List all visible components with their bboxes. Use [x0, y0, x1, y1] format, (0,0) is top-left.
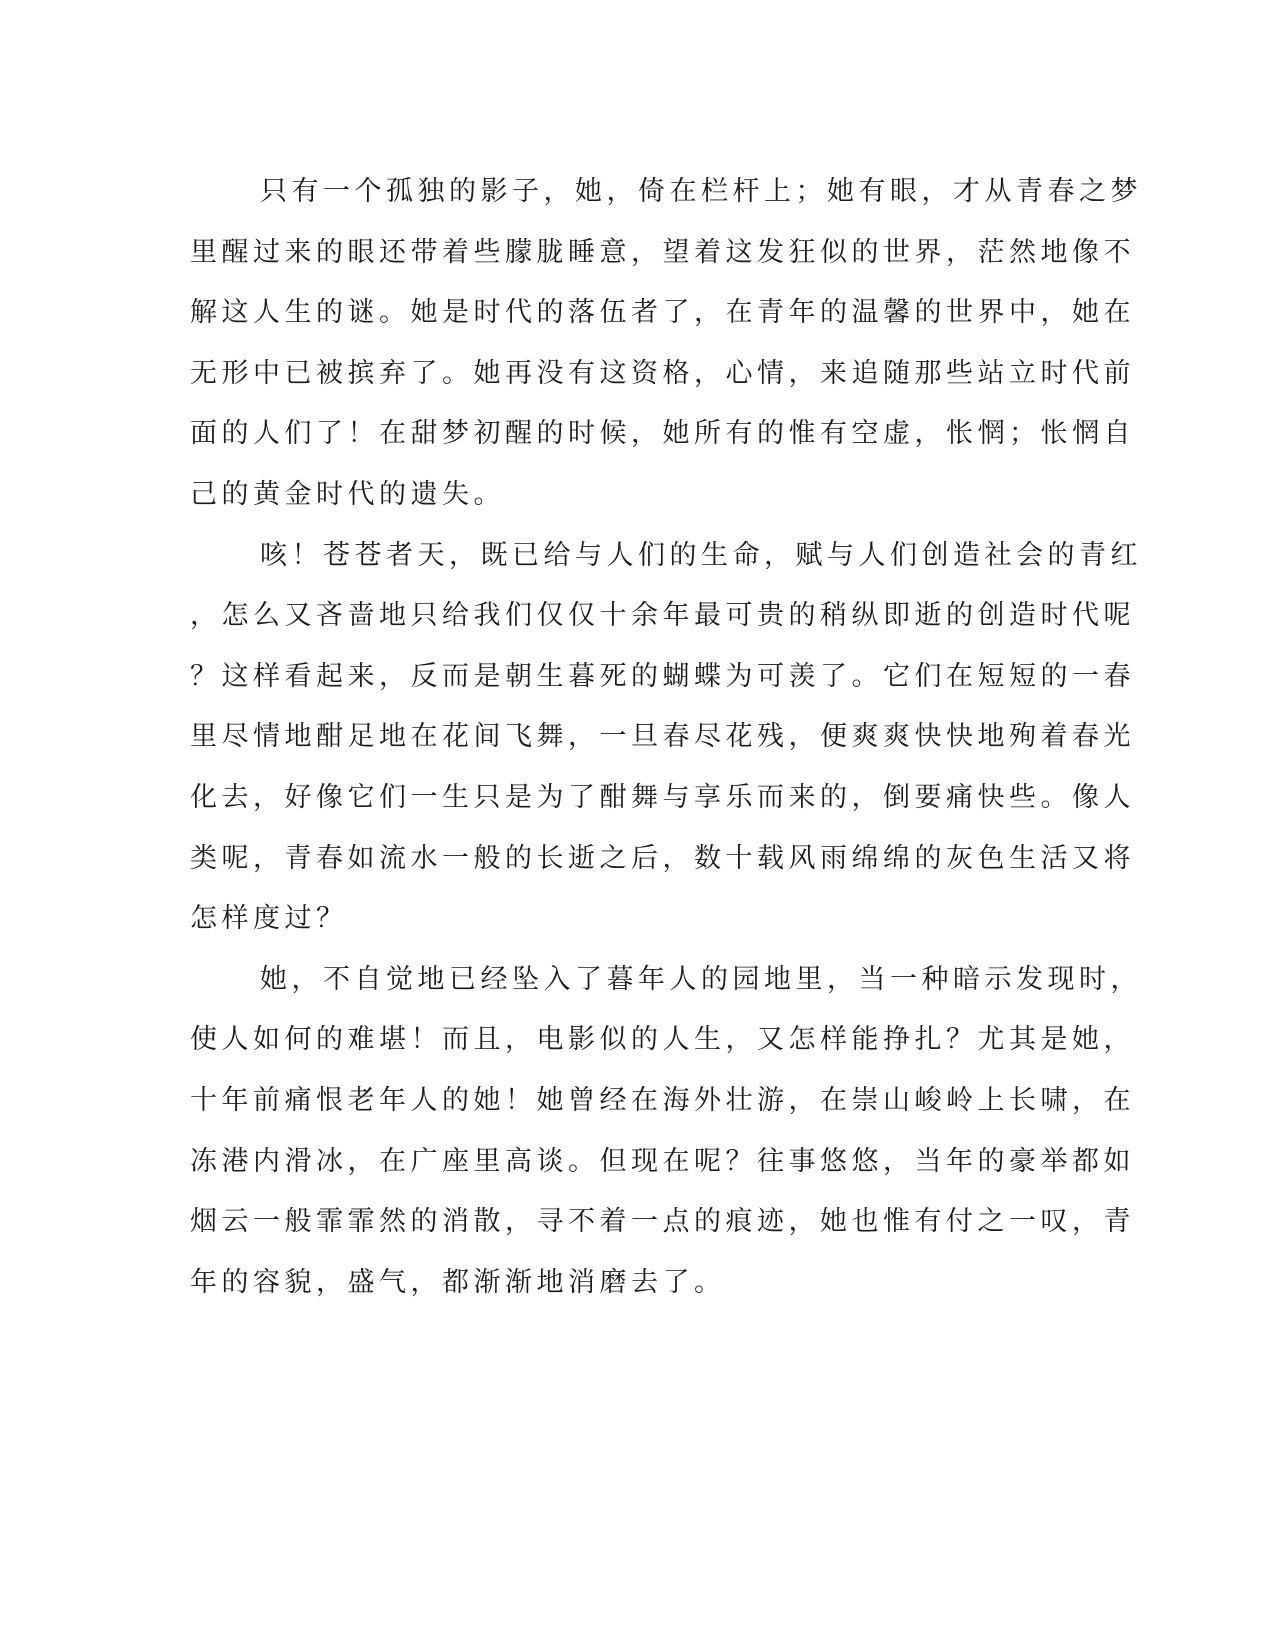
paragraph-line: 己的黄金时代的遗失。: [190, 478, 505, 510]
paragraph-line: 冻港内滑冰，在广座里高谈。但现在呢？往事悠悠，当年的豪举都如: [190, 1145, 1135, 1177]
paragraph-line: 年的容貌，盛气，都渐渐地消磨去了。: [190, 1266, 726, 1298]
body-text: [190, 162, 1142, 1313]
paragraph-3: [190, 950, 1142, 1314]
paragraph-line: 只有一个孤独的影子，她，倚在栏杆上；她有眼，才从青春之梦: [260, 176, 1142, 207]
paragraph-line: 烟云一般霏霏然的消散，寻不着一点的痕迹，她也惟有付之一叹，青: [190, 1206, 1135, 1238]
paragraph-line: 她，不自觉地已经坠入了暮年人的园地里，当一种暗示发现时，: [260, 963, 1142, 995]
paragraph-line: 咳！苍苍者天，既已给与人们的生命，赋与人们创造社会的青红: [260, 539, 1142, 571]
paragraph-line: 化去，好像它们一生只是为了酣舞与享乐而来的，倒要痛快些。像人: [190, 781, 1135, 813]
paragraph-line: ，怎么又吝啬地只给我们仅仅十余年最可贵的稍纵即逝的创造时代呢: [190, 600, 1135, 632]
paragraph-line: 面的人们了！在甜梦初醒的时候，她所有的惟有空虚，怅惘；怅惘自: [190, 418, 1135, 450]
paragraph-line: 里醒过来的眼还带着些朦胧睡意，望着这发狂似的世界，茫然地像不: [190, 236, 1135, 268]
paragraph-line: 解这人生的谜。她是时代的落伍者了，在青年的温馨的世界中，她在: [190, 297, 1135, 329]
paragraph-line: 无形中已被摈弃了。她再没有这资格，心情，来追随那些站立时代前: [190, 357, 1135, 389]
paragraph-line: 使人如何的难堪！而且，电影似的人生，又怎样能挣扎？尤其是她，: [190, 1024, 1135, 1056]
paragraph-1: [190, 162, 1142, 526]
paragraph-line: 十年前痛恨老年人的她！她曾经在海外壮游，在崇山峻岭上长啸，在: [190, 1084, 1135, 1116]
paragraph-line: 类呢，青春如流水一般的长逝之后，数十载风雨绵绵的灰色生活又将: [190, 842, 1135, 874]
paragraph-line: 里尽情地酣足地在花间飞舞，一旦春尽花残，便爽爽快快地殉着春光: [190, 721, 1135, 753]
paragraph-line: 怎样度过？: [190, 903, 348, 935]
paragraph-line: ？这样看起来，反而是朝生暮死的蝴蝶为可羡了。它们在短短的一春: [190, 660, 1135, 692]
paragraph-2: [190, 526, 1142, 950]
